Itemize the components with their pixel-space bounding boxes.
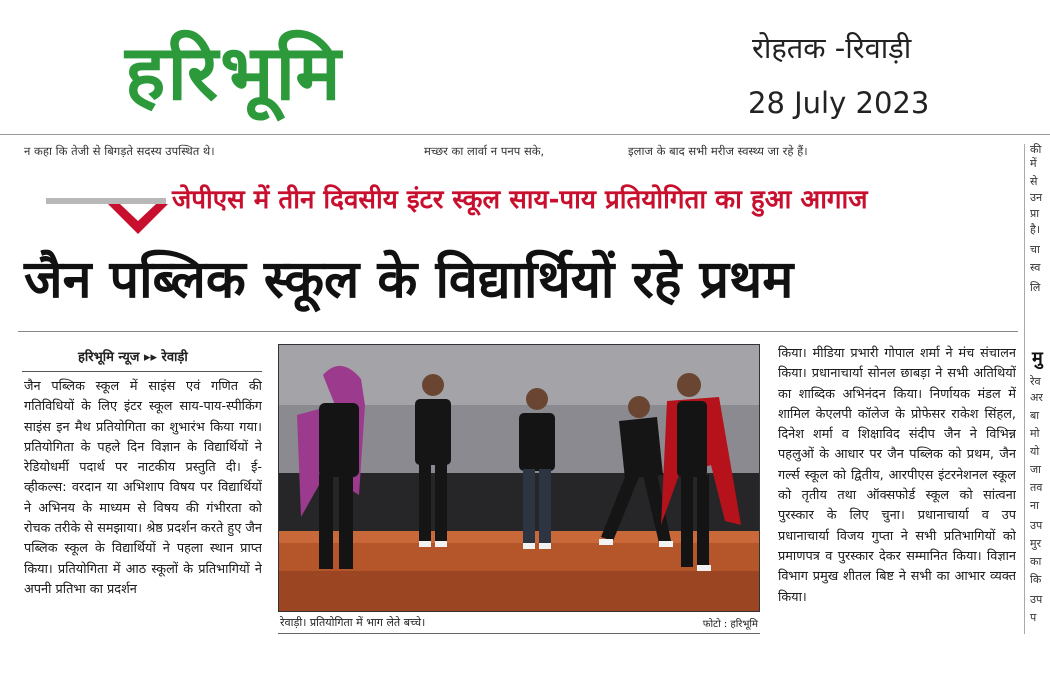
edge-text: लि: [1030, 281, 1041, 294]
caption-rule: [278, 633, 760, 634]
edge-text: से: [1030, 175, 1038, 188]
edition-label: रोहतक -रिवाड़ी: [752, 31, 912, 65]
edge-text: उप: [1030, 519, 1043, 532]
edge-text: प्रा: [1030, 207, 1040, 220]
article-byline: हरिभूमि न्यूज ▸▸ रेवाड़ी: [78, 350, 188, 365]
edge-text: चा: [1030, 243, 1040, 256]
edge-text: मो: [1030, 427, 1040, 440]
edge-text: रेव: [1030, 375, 1041, 388]
snippet-text: न कहा कि तेजी से बिगड़ते सदस्य उपस्थित थे।: [24, 144, 215, 158]
edge-text: में: [1030, 157, 1037, 170]
photo-caption-row: [278, 612, 760, 632]
edge-text: यो: [1030, 445, 1040, 458]
edge-text: कि: [1030, 573, 1042, 586]
edge-text: है।: [1030, 223, 1041, 236]
edge-text: प: [1030, 611, 1037, 624]
byline-rule: [22, 371, 262, 372]
newspaper-logo: हरिभूमि: [125, 28, 343, 117]
column-rule: [1024, 144, 1025, 634]
edge-text: ना: [1030, 499, 1039, 512]
headline-divider: [18, 331, 1018, 332]
publication-date: 28 July 2023: [748, 86, 930, 120]
edge-text: का: [1030, 555, 1042, 568]
article-column-right: [778, 344, 1016, 634]
kicker-chevron-inner: [120, 204, 156, 221]
photo-caption: रेवाड़ी। प्रतियोगिता में भाग लेते बच्चे।: [280, 616, 426, 629]
edge-text: उन: [1030, 191, 1043, 204]
adjacent-article-edge: [1030, 134, 1050, 634]
article-kicker: जेपीएस में तीन दिवसीय इंटर स्कूल साय-पाय प्रतियोगिता का हुआ आगाज: [172, 185, 868, 215]
article-headline: जैन पब्लिक स्कूल के विद्यार्थियों रहे प्रथम: [24, 250, 794, 310]
article-photo: [278, 344, 760, 612]
edge-text: उप: [1030, 593, 1043, 606]
edge-heading: मु: [1032, 348, 1043, 369]
snippet-text: इलाज के बाद सभी मरीज स्वस्थ्य जा रहे हैं।: [628, 144, 808, 158]
newspaper-clipping: [0, 134, 1050, 690]
edge-text: की: [1030, 143, 1042, 156]
top-rule: [0, 134, 1050, 135]
edge-text: बा: [1030, 409, 1040, 422]
edge-text: अर: [1030, 391, 1043, 404]
edge-text: जा: [1030, 463, 1042, 476]
snippet-text: मच्छर का लार्वा न पनप सके,: [424, 144, 545, 158]
edge-text: स्व: [1030, 261, 1041, 274]
article-column-left: [24, 377, 262, 627]
article-body-text: जैन पब्लिक स्कूल में साइंस एवं गणित की गतिविधियों के लिए इंटर स्कूल साय-पाय-स्पीकिंग साइंस इन मैथ प्रतियोगिता का शुभारंभ किया गया। प्रतियोगिता के पहले दिन विज्ञान के विद्यार्थियों ने रेडियोधर्मी पदार्थ पर नाटकीय प्रस्तुति दी। ई-व्हीकल्स: वरदान या अभिशाप विषय पर विद्यार्थियों ने अभिनय के माध्यम से विषय की गंभीरता को रोचक तरीके से समझाया। श्रेष्ठ प्रदर्शन करते हुए जैन पब्लिक स्कूल के विद्यार्थियों ने पहला स्थान प्राप्त किया। प्रतियोगिता में आठ स्कूलों के प्रतिभागियों ने अपनी प्रतिभा का प्रदर्शन: [24, 379, 262, 597]
article-body-text: किया। मीडिया प्रभारी गोपाल शर्मा ने मंच संचालन किया। प्रधानाचार्या सोनल छाबड़ा ने सभी अतिथियों का शाब्दिक अभिनंदन किया। निर्णायक मंडल में शामिल केएलपी कॉलेज के प्रोफेसर राकेश सिंहल, दिनेश शर्मा व शिक्षाविद संदीप जैन ने विभिन्न पहलुओं के आधार पर जैन पब्लिक को प्रथम, जैन गर्ल्स स्कूल को द्वितीय, आरपीएस इंटरनेशनल स्कूल को तृतीय तथा ऑक्सफोर्ड स्कूल को सांत्वना पुरस्कार के लिए चुना। प्रधानाचार्या व उप प्रधानाचार्या विजय गुप्ता ने सभी प्रतिभागियों को प्रमाणपत्र व पुरस्कार देकर सम्मानित किया। विज्ञान विभाग प्रमुख शीतल बिष्ट ने सभी का आभार व्यक्त किया।: [778, 346, 1016, 605]
photo-credit: फोटो : हरिभूमि: [702, 619, 758, 630]
edge-text: तव: [1030, 481, 1043, 494]
edge-text: मुर: [1030, 537, 1042, 550]
students-performing-photo: [279, 345, 759, 611]
